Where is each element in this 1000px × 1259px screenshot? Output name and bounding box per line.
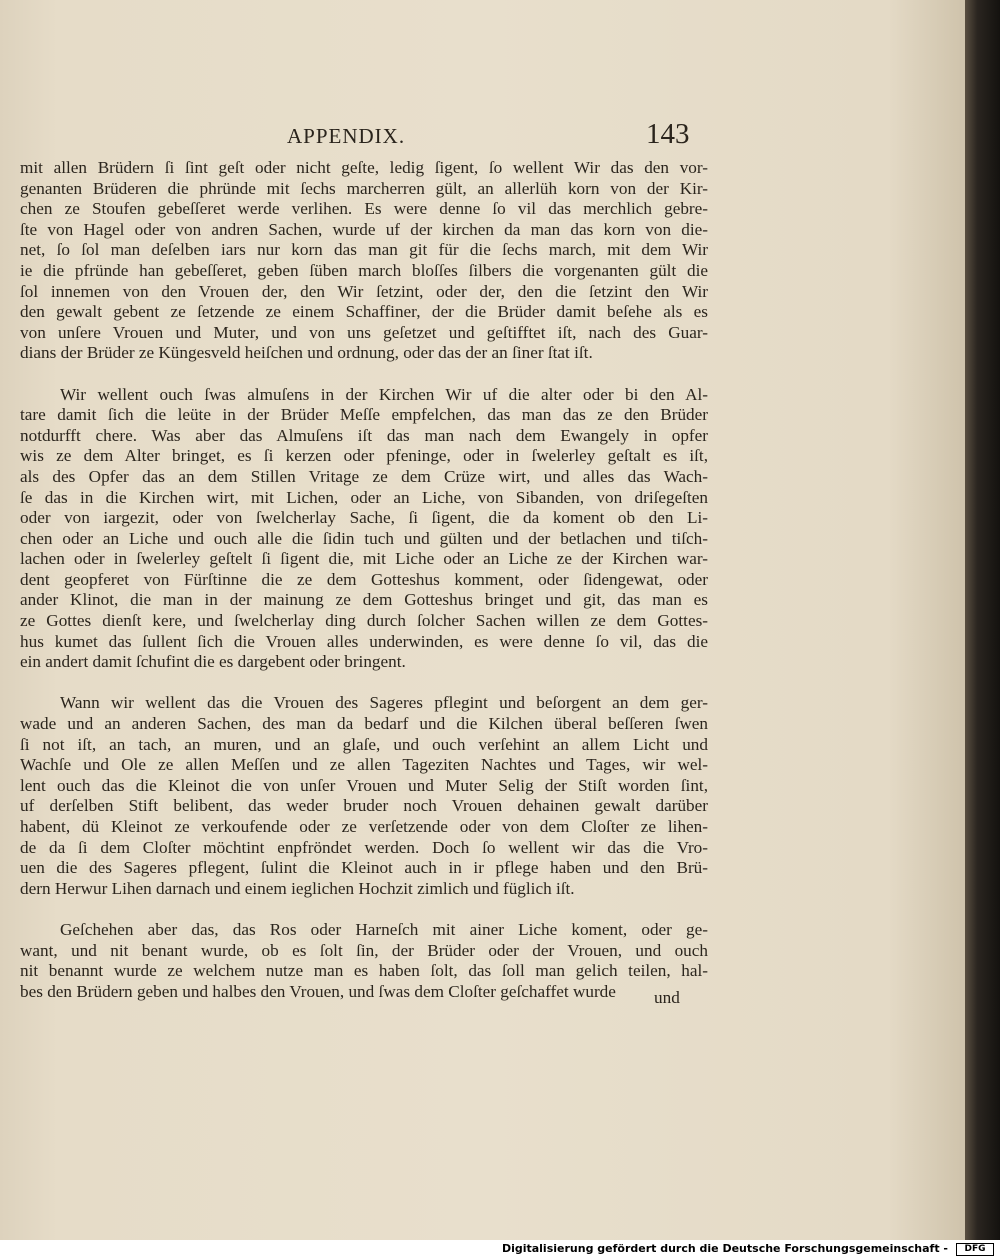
text-line: notdurfft chere. Was aber das Almuſens iſt das man nach dem Ewangely in opfer [20, 425, 708, 445]
text-line: Geſchehen aber das, das Ros oder Harneſch mit ainer Liche koment, oder ge- [60, 919, 708, 939]
footer-bar [0, 1240, 1000, 1259]
text-line: chen oder an Liche und ouch alle die ſidin tuch und gülten und der betlachen und tiſch- [20, 528, 708, 548]
text-line: ſi not iſt, an tach, an muren, und an glaſe, und ouch verſehint an allem Licht und [20, 734, 708, 754]
text-line: lent ouch das die Kleinot die von unſer Vrouen und Muter Selig der Stiſt worden ſint, [20, 775, 708, 795]
dfg-logo: DFG [956, 1243, 994, 1256]
body-text [20, 158, 708, 1002]
text-line: tare damit ſich die leüte in der Brüder Meſſe empfelchen, das man das ze den Brüder [20, 405, 708, 425]
text-line: genanten Brüderen die phründe mit ſechs marcherren gült, an allerlüh korn von der Kir- [20, 178, 708, 198]
text-line: den gewalt gebent ze ſetzende ze einem Schaffiner, der die Brüder damit beſehe als es [20, 302, 708, 322]
paragraph [20, 920, 708, 1002]
text-line: want, und nit benant wurde, ob es ſolt ſin, der Brüder oder der Vrouen, und ouch [20, 940, 708, 960]
text-line: net, ſo ſol man deſelben iars nur korn das man git für die ſechs march, mit dem Wir [20, 240, 708, 260]
paragraph [20, 385, 708, 673]
text-line: Wachſe und Ole ze allen Meſſen und ze allen Tageziten Nachtes und Tages, wir wel- [20, 755, 708, 775]
text-line: dern Herwur Lihen darnach und einem ieglichen Hochzit zimlich und füglich iſt. [20, 878, 575, 898]
text-line: uen die des Sageres pflegent, ſulint die Kleinot auch in ir pflege haben und den Brü- [20, 858, 708, 878]
text-line: ſte von Hagel oder von andren Sachen, wurde uf der kirchen da man das korn von die- [20, 219, 708, 239]
text-line: nit benannt wurde ze welchem nutze man es haben ſolt, das ſoll man gelich teilen, hal- [20, 961, 708, 981]
page-number: 143 [646, 118, 690, 150]
text-line: dent geopferet von Fürſtinne die ze dem Gotteshus komment, oder ſidengewat, oder [20, 569, 708, 589]
text-line: ze Gottes dienſt kere, und ſwelcherlay ding durch ſolcher Sachen willen ze dem Gottes- [20, 611, 708, 631]
text-line: oder von iargezit, oder von ſwelcherlay Sache, ſi ſigent, die da koment ob den Li- [20, 508, 708, 528]
text-line: mit allen Brüdern ſi ſint geſt oder nicht geſte, ledig ſigent, ſo wellent Wir das den vor- [20, 158, 708, 177]
paragraph [20, 158, 708, 364]
text-line: ie die pfründe han gebeſſeret, geben ſüben march bloſſes ſilbers die vorgenanten gült die [20, 260, 708, 280]
text-line: chen ze Stoufen gebeſſeret werde verlihen. Es were denne ſo vil das merchlich gebre- [20, 199, 708, 219]
footer-credit: Digitalisierung gefördert durch die Deutsche Forschungsgemeinschaft - [501, 1242, 948, 1255]
text-line: bes den Brüdern geben und halbes den Vrouen, und ſwas dem Cloſter geſchaffet wurde [20, 981, 616, 1001]
text-line: als des Opfer das an dem Stillen Vritage ze dem Crüze wirt, und alles das Wach- [20, 466, 708, 486]
paragraph [20, 693, 708, 899]
text-line: ander Klinot, die man in der mainung ze dem Gotteshus bringet und git, das man es [20, 590, 708, 610]
text-line: dians der Brüder ze Küngesveld heiſchen und ordnung, oder das der an ſiner ſtat iſt. [20, 343, 593, 363]
text-line: hus kumet das ſullent ſich die Vrouen alles underwinden, es were denne ſo vil, das die [20, 631, 708, 651]
text-line: von unſere Vrouen und Muter, und von uns geſetzet und geſtifftet iſt, nach des Guar- [20, 322, 708, 342]
catchword: und [654, 988, 680, 1007]
page-edge-shadow [965, 0, 1000, 1240]
text-line: ſe das in die Kirchen wirt, mit Lichen, oder an Liche, von Sibanden, von driſegeſten [20, 487, 708, 507]
text-line: habent, dü Kleinot ze verkoufende oder ze verſetzende oder von dem Cloſter ze lihen- [20, 817, 708, 836]
text-line: wade und an anderen Sachen, des man da bedarf und die Kilchen überal beſſeren ſwen [20, 714, 708, 734]
text-line: lachen oder in ſwelerley geſtelt ſi ſigent die, mit Liche oder an Liche ze der Kirchen war- [20, 549, 708, 569]
running-head: APPENDIX. [287, 124, 406, 148]
text-line: uf derſelben Stift belibent, das weder bruder noch Vrouen dehainen gewalt darüber [20, 796, 708, 816]
page-header [0, 120, 965, 160]
text-line: ſol innemen von den Vrouen der, den Wir ſetzint, oder der, den die ſetzint den Wir [20, 281, 708, 301]
text-line: de da ſi dem Cloſter möchtint enpfröndet werden. Doch ſo wellent wir das die Vro- [20, 837, 708, 857]
text-line: ein andert damit ſchufint die es dargebent oder bringent. [20, 652, 406, 672]
text-line: wis ze dem Alter bringet, es ſi kerzen oder pfeninge, oder in ſwelerley geſtalt es iſt, [20, 446, 708, 466]
text-line: Wann wir wellent das die Vrouen des Sageres pflegint und beſorgent an dem ger- [60, 693, 708, 713]
text-line: Wir wellent ouch ſwas almuſens in der Kirchen Wir uf die alter oder bi den Al- [60, 384, 708, 404]
